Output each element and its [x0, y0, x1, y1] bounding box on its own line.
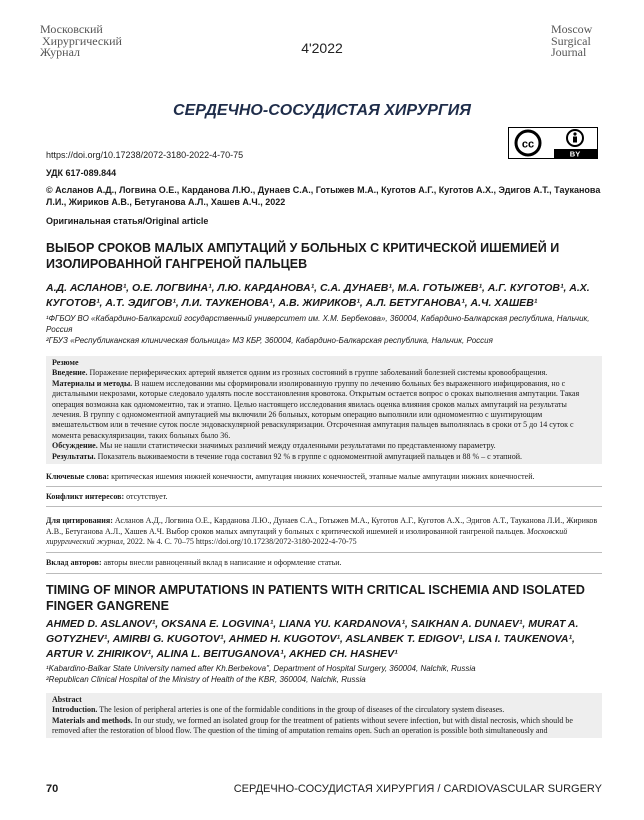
divider: [46, 573, 602, 574]
ru-cite-label: Для цитирования:: [46, 516, 113, 525]
en-intro-label: Introduction.: [52, 705, 98, 715]
divider: [46, 552, 602, 553]
ru-cite-text: Асланов А.Д., Логвина О.Е., Карданова Л.Ю., Дунаев С.А., Готыжев М.А., Куготов А.Г., Куготов А.Х., Эдигов А.Т., Тауканова Л.И., Жириков А.В., Бетуганова А.Л., Хашев А.Ч. Выбор сроков малых ампутаций у больных с критической ишемией и изолированной гангреной пальцев.: [46, 516, 598, 536]
ru-conflict-label: Конфликт интересов:: [46, 492, 125, 501]
ru-cite-tail: 2022. № 4. С. 70–75 https://doi.org/10.17238/2072-3180-2022-4-70-75: [126, 537, 357, 547]
license-label: BY: [569, 149, 581, 159]
en-abstract-intro: [52, 705, 596, 715]
ru-keywords: [46, 472, 602, 483]
ru-discussion-label: Обсуждение.: [52, 441, 98, 451]
logo-en-line-1: Moscow: [551, 22, 593, 36]
ru-title: ВЫБОР СРОКОВ МАЛЫХ АМПУТАЦИЙ У БОЛЬНЫХ С КРИТИЧЕСКОЙ ИШЕМИЕЙ И ИЗОЛИРОВАННОЙ ГАНГРЕНОЙ ПАЛЬЦЕВ: [46, 241, 560, 271]
logo-ru-line-2: Хирургический: [42, 33, 122, 48]
ru-methods-label: Материалы и методы.: [52, 378, 133, 388]
logo-ru-line-1: Московский: [40, 22, 103, 36]
footer-section-title: СЕРДЕЧНО-СОСУДИСТАЯ ХИРУРГИЯ / CARDIOVASCULAR SURGERY: [233, 783, 602, 795]
ru-citation: [46, 516, 602, 548]
en-abstract-panel: [46, 693, 602, 738]
ru-discussion-text: Мы не нашли статистически значимых различий между отдаленными результатами по представленному параметру.: [99, 441, 496, 451]
ru-abstract-results: [52, 452, 596, 462]
ru-abstract-heading: Резюме: [52, 358, 79, 367]
logo-ru-line-3: Журнал: [40, 45, 81, 59]
svg-text:cc: cc: [521, 138, 535, 151]
en-authors: AHMED D. ASLANOV¹, OKSANA E. LOGVINA¹, LIANA YU. KARDANOVA¹, SAIKHAN A. DUNAEV¹, MURAT A. GOTYZHEV¹, AMIRBI G. KUGOTOV¹, AHMED H. KUGOTOV¹, ASLANBEK T. EDIGOV¹, LISA I. TAUKENOVA¹, ARTUR V. ZHIRIKOV¹, ALINA L. BEITUGANOVA¹, AKHED CH. HASHEV¹: [46, 618, 579, 660]
ru-conflict: [46, 492, 602, 503]
section-title: СЕРДЕЧНО-СОСУДИСТАЯ ХИРУРГИЯ: [173, 102, 471, 119]
ru-affiliation-1: ¹ФГБОУ ВО «Кабардино-Балкарский государственный университет им. Х.М. Бербекова», 360004, Кабардино-Балкарская республика, Нальчик, Россия: [46, 314, 590, 334]
ru-methods-text: В нашем исследовании мы сформировали изолированную группу по лечению больных без выраженного инфицирования, но с дистальными некрозами, которые следовало удалять после восстановления кровотока. Открытым остается вопрос о сроках выполнения ампутации. Такая операция возможна как одномоментно, так и этапно. Целью настоящего исследования явилась оценка влияния сроков малых ампутаций на результаты лечения. В группу с одномоментной ампутацией мы включили 26 больных, которым операцию выполнили или одномоментно с шунтирующим вмешательством или в течение суток после эндоваскулярной реваскуляризации. Отсроченная ампутация пальцев выполнялась в сроки от 5 до 14 суток с момента реваскуляризации, таких больных было 36.: [52, 378, 580, 440]
ru-keywords-text: критическая ишемия нижней конечности, ампутация нижних конечностей, этапные малые ампутации нижних конечностей.: [111, 472, 535, 481]
en-affiliation-1: ¹Kabardino-Balkar State University named after Kh.Berbekova", Department of Hospital Surgery, 360004, Nalchik, Russia: [46, 664, 476, 673]
logo-en-line-2: Surgical: [551, 33, 591, 48]
udc-code: УДК 617-089.844: [46, 168, 117, 178]
ru-cite-journal: Московский хирургический журнал,: [46, 526, 568, 547]
ru-intro-label: Введение.: [52, 368, 88, 378]
copyright-line: © Асланов А.Д., Логвина О.Е., Карданова Л.Ю., Дунаев С.А., Готыжев М.А., Куготов А.Г., Куготов А.Х., Эдигов А.Т., Тауканова Л.И., Жириков А.В., Бетуганова А.Л., Хашев А.Ч., 2022: [46, 185, 601, 207]
en-methods-text: In our study, we formed an isolated group for the treatment of patients without severe infection, but with distal necrosis, which should be removed after the restoration of blood flow. The question of the timing of amputation remains open. Such an operation is possible both simultaneously and: [52, 715, 573, 736]
ru-conflict-text: отсутствует.: [126, 492, 168, 501]
article-type: Оригинальная статья/Original article: [46, 216, 209, 226]
en-intro-text: The lesion of peripheral arteries is one of the formidable conditions in the group of diseases of the circulatory system diseases.: [99, 705, 505, 715]
divider: [46, 486, 602, 487]
ru-contribution: [46, 558, 602, 569]
issue-number: 4'2022: [301, 40, 343, 56]
ru-results-label: Результаты.: [52, 451, 96, 461]
ru-affiliation-2: ²ГБУЗ «Республиканская клиническая больница» МЗ КБР, 360004, Кабардино-Балкарская республика, Нальчик, Россия: [46, 336, 493, 345]
ru-abstract-methods: [52, 379, 596, 441]
ru-results-text: Показатель выживаемости в течение года составил 92 % в группе с одномоментной ампутацией пальцев и 88 % – с этапной.: [97, 451, 522, 461]
ru-abstract-intro: [52, 368, 596, 378]
journal-logo-en: [551, 24, 592, 59]
ru-keywords-label: Ключевые слова:: [46, 472, 110, 481]
ru-contrib-text: авторы внесли равноценный вклад в написание и оформление статьи.: [103, 558, 342, 567]
en-abstract-methods: [52, 716, 596, 737]
ru-intro-text: Поражение периферических артерий является одним из грозных состояний в группе заболеваний болезней системы кровообращения.: [89, 368, 548, 378]
en-abstract-heading: Abstract: [52, 695, 82, 704]
en-title: TIMING OF MINOR AMPUTATIONS IN PATIENTS WITH CRITICAL ISCHEMIA AND ISOLATED FINGER GANGRENE: [46, 583, 585, 613]
doi-link[interactable]: https://doi.org/10.17238/2072-3180-2022-4-70-75: [46, 150, 244, 160]
ru-contrib-label: Вклад авторов:: [46, 558, 102, 567]
cc-by-license-badge[interactable]: [508, 127, 598, 159]
en-methods-label: Materials and methods.: [52, 715, 133, 725]
ru-abstract-panel: [46, 356, 602, 464]
divider: [46, 506, 602, 507]
en-affiliation-2: ²Republican Clinical Hospital of the Ministry of Health of the KBR, 360004, Nalchik, Russia: [46, 675, 366, 684]
ru-authors: А.Д. АСЛАНОВ¹, О.Е. ЛОГВИНА¹, Л.Ю. КАРДАНОВА¹, С.А. ДУНАЕВ¹, М.А. ГОТЫЖЕВ¹, А.Г. КУГОТОВ¹, А.Х. КУГОТОВ¹, А.Т. ЭДИГОВ¹, Л.И. ТАУКЕНОВА¹, А.В. ЖИРИКОВ¹, А.Л. БЕТУГАНОВА¹, А.Ч. ХАШЕВ¹: [46, 282, 590, 309]
page-number: 70: [46, 783, 59, 795]
ru-abstract-discussion: [52, 441, 596, 451]
logo-en-line-3: Journal: [551, 45, 587, 59]
